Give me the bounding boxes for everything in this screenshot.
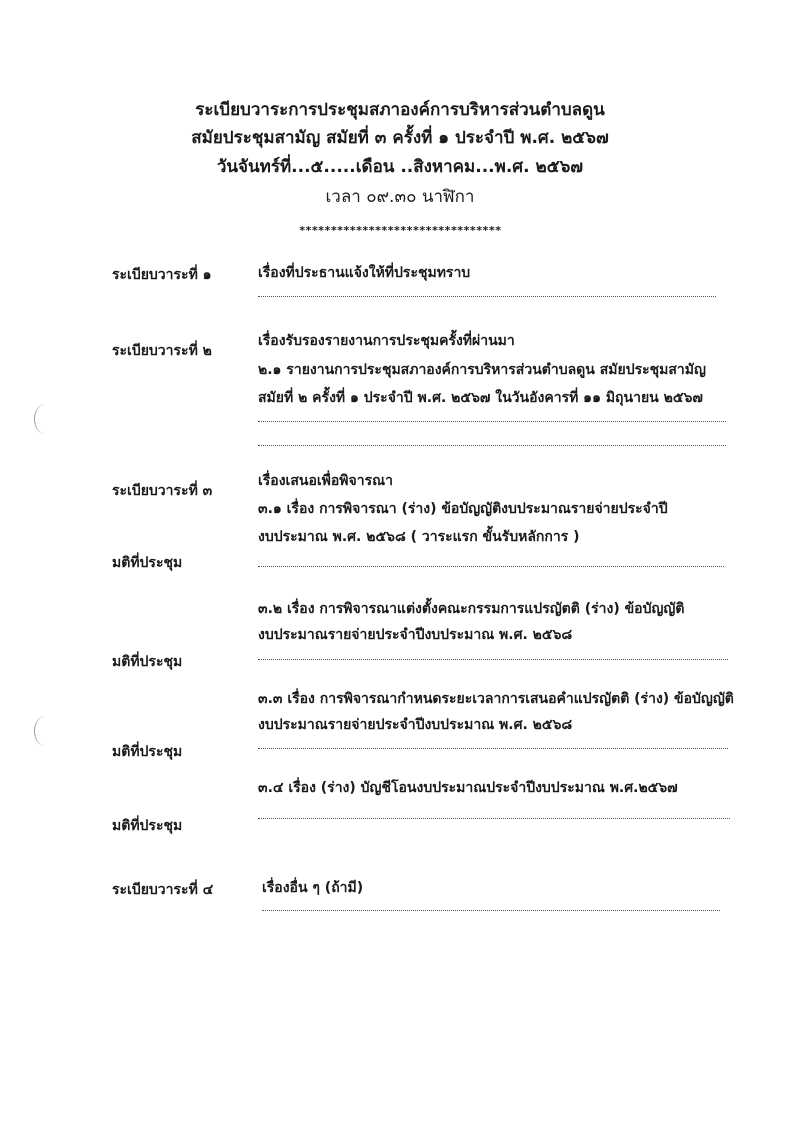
- agenda-item-3-3-line1: ๓.๓ เรื่อง การพิจารณากำหนดระยะเวลาการเสนอคำแปรญัตติ (ร่าง) ข้อบัญญัติ: [258, 691, 734, 707]
- answer-line: [258, 421, 726, 422]
- agenda-item-4-label: ระเบียบวาระที่ ๔: [112, 882, 214, 898]
- agenda-item-2-1-line1: ๒.๑ รายงานการประชุมสภาองค์การบริหารส่วนตำบลดูน สมัยประชุมสามัญ: [258, 362, 706, 378]
- separator: ********************************: [298, 224, 502, 237]
- agenda-item-3-4-line1: ๓.๔ เรื่อง (ร่าง) บัญชีโอนงบประมาณประจำปีงบประมาณ พ.ศ.๒๕๖๗: [258, 780, 678, 796]
- agenda-item-4-heading: เรื่องอื่น ๆ (ถ้ามี): [262, 880, 364, 896]
- agenda-title: ระเบียบวาระการประชุมสภาองค์การบริหารส่วนตำบลดูน: [195, 100, 605, 120]
- resolution-label: มติที่ประชุม: [112, 654, 183, 670]
- resolution-label: มติที่ประชุม: [112, 744, 183, 760]
- answer-line: [258, 818, 730, 819]
- answer-line: [258, 296, 716, 297]
- agenda-item-1-heading: เรื่องที่ประธานแจ้งให้ที่ประชุมทราบ: [258, 265, 471, 281]
- session-line: สมัยประชุมสามัญ สมัยที่ ๓ ครั้งที่ ๑ ประจำปี พ.ศ. ๒๕๖๗: [191, 128, 609, 148]
- answer-line: [258, 748, 728, 749]
- resolution-label: มติที่ประชุม: [112, 818, 183, 834]
- agenda-item-3-3-line2: งบประมาณรายจ่ายประจำปีงบประมาณ พ.ศ. ๒๕๖๘: [258, 717, 573, 733]
- punch-hole-mark: [34, 404, 57, 434]
- date-line: วันจันทร์ที่...๕.....เดือน ..สิงหาคม...พ.ศ. ๒๕๖๗: [216, 157, 584, 177]
- answer-line: [258, 659, 728, 660]
- punch-hole-mark: [34, 716, 57, 746]
- agenda-item-3-2-line2: งบประมาณรายจ่ายประจำปีงบประมาณ พ.ศ. ๒๕๖๘: [258, 627, 573, 643]
- agenda-item-3-1-line2: งบประมาณ พ.ศ. ๒๕๖๘ ( วาระแรก ขั้นรับหลักการ ): [258, 529, 580, 545]
- agenda-item-3-label: ระเบียบวาระที่ ๓: [112, 483, 213, 499]
- agenda-item-2-heading: เรื่องรับรองรายงานการประชุมครั้งที่ผ่านมา: [258, 333, 515, 349]
- agenda-item-3-2-line1: ๓.๒ เรื่อง การพิจารณาแต่งตั้งคณะกรรมการแปรญัตติ (ร่าง) ข้อบัญญัติ: [258, 601, 685, 617]
- answer-line: [258, 566, 724, 567]
- time-line: เวลา ๐๙.๓๐ นาฬิกา: [325, 187, 475, 207]
- agenda-item-3-heading: เรื่องเสนอเพื่อพิจารณา: [258, 473, 393, 489]
- agenda-item-1-label: ระเบียบวาระที่ ๑: [112, 267, 212, 283]
- agenda-item-3-1-line1: ๓.๑ เรื่อง การพิจารณา (ร่าง) ข้อบัญญัติงบประมาณรายจ่ายประจำปี: [258, 501, 668, 517]
- answer-line: [258, 445, 726, 446]
- agenda-item-2-1-line2: สมัยที่ ๒ ครั้งที่ ๑ ประจำปี พ.ศ. ๒๕๖๗ ในวันอังคารที่ ๑๑ มิถุนายน ๒๕๖๗: [258, 390, 703, 406]
- agenda-item-2-label: ระเบียบวาระที่ ๒: [112, 343, 212, 359]
- resolution-label: มติที่ประชุม: [112, 555, 183, 571]
- answer-line: [262, 910, 720, 911]
